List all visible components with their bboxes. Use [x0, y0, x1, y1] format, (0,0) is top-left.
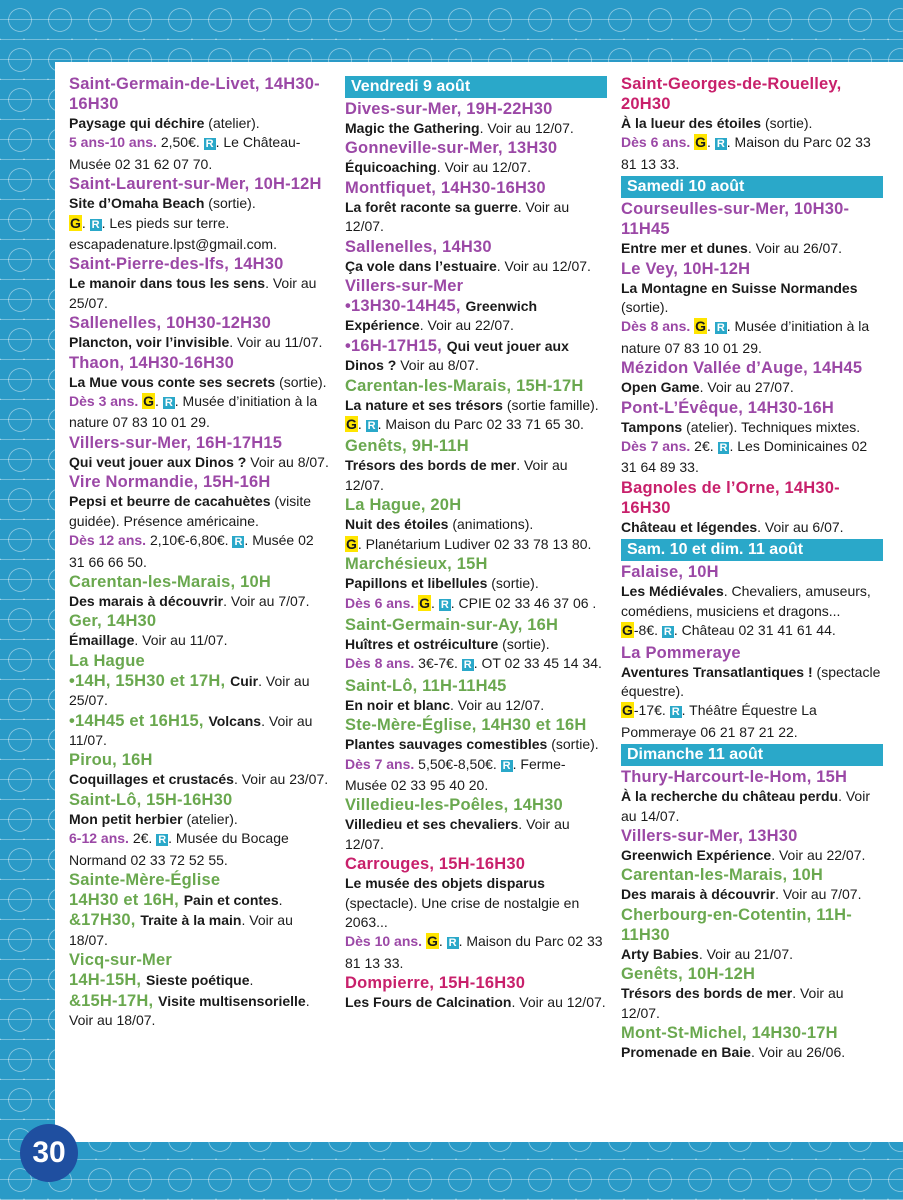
event-place: Bagnoles de l’Orne, 14H30-16H30: [621, 478, 840, 517]
event-place: Saint-Lô, 15H-16H30: [69, 790, 233, 809]
event-place: Sallenelles, 10H30-12H30: [69, 314, 272, 333]
event-title: Ça vole dans l’estuaire: [345, 257, 497, 274]
event-title: Magic the Gathering: [345, 120, 480, 136]
event-title: Trésors des bords de mer: [345, 457, 517, 474]
event-title: Trésors des bords de mer: [621, 985, 793, 1002]
page-number-badge: 30: [20, 1124, 78, 1182]
event-title: Le musée des objets disparus: [345, 875, 545, 892]
event-place: Villers-sur-Mer, 16H-17H15: [69, 433, 283, 452]
r-badge: R: [448, 937, 457, 950]
event-title: Pepsi et beurre de cacahuètes: [69, 493, 271, 510]
g-badge: G: [426, 933, 438, 950]
event-title: Sieste poétique: [146, 972, 250, 989]
event-title: Villedieu et ses chevaliers: [345, 816, 519, 833]
event: La Pommeraye Aventures Transatlantiques ! (spectacle équestre). G-17€. R . Théâtre Équestre La Pommeraye 06 21 87 21 22.: [621, 643, 883, 743]
event: Pirou, 16H Coquillages et crustacés. Voir au 23/07.: [69, 750, 331, 789]
event-place: Pirou, 16H: [69, 751, 153, 770]
event-title: À la recherche du château perdu: [621, 788, 839, 805]
event: Saint-Germain-de-Livet, 14H30-16H30 Paysage qui déchire (atelier). 5 ans-10 ans. 2,50€. R . Le Château-Musée 02 31 62 07 70.: [69, 74, 331, 174]
event: Saint-Georges-de-Rouelley, 20H30 À la lueur des étoiles (sortie). Dès 6 ans. G. R . Maison du Parc 02 33 81 13 33.: [621, 74, 883, 174]
g-badge: G: [622, 702, 633, 719]
event-title: Qui veut jouer aux Dinos ?: [345, 337, 569, 374]
event: Genêts, 10H-12H Trésors des bords de mer. Voir au 12/07.: [621, 964, 883, 1023]
event-place: Vicq-sur-Mer: [69, 951, 172, 970]
event: Saint-Lô, 15H-16H30 Mon petit herbier (atelier). 6-12 ans. 2€. R . Musée du Bocage Normand 02 33 72 52 55.: [69, 790, 331, 870]
event-title: Traite à la main: [140, 912, 242, 929]
event-title: La nature et ses trésors: [345, 396, 503, 413]
r-badge: R: [502, 759, 511, 772]
event-title: Plantes sauvages comestibles: [345, 736, 548, 753]
age-label: Dès 7 ans.: [621, 438, 691, 455]
age-label: Dès 7 ans.: [345, 755, 415, 772]
event: Sallenelles, 14H30 Ça vole dans l’estuaire. Voir au 12/07.: [345, 237, 607, 276]
event: Villers-sur-Mer, 13H30 Greenwich Expérience. Voir au 22/07.: [621, 826, 883, 865]
event-place: Gonneville-sur-Mer, 13H30: [345, 139, 558, 158]
event-time: 14H30 et 16H,: [69, 890, 184, 909]
event-title: Visite multisensorielle: [158, 992, 306, 1009]
day-header: Samedi 10 août: [621, 176, 883, 198]
event: Ger, 14H30 Émaillage. Voir au 11/07.: [69, 611, 331, 650]
event-time: &17H30,: [69, 911, 141, 930]
day-header: Vendredi 9 août: [345, 76, 607, 98]
event-place: Ger, 14H30: [69, 612, 157, 631]
g-badge: G: [622, 622, 633, 639]
event: Carentan-les-Marais, 15H-17H La nature et ses trésors (sortie famille). G. R . Maison du Parc 02 33 71 65 30.: [345, 376, 607, 437]
event: Carrouges, 15H-16H30 Le musée des objets disparus (spectacle). Une crise de nostalgie en 2063... Dès 10 ans. G. R . Maison du Parc 02 33 81 13 33.: [345, 854, 607, 973]
event: La Hague, 20H Nuit des étoiles (animations). G. Planétarium Ludiver 02 33 78 13 80.: [345, 495, 607, 554]
event-place: La Pommeraye: [621, 643, 741, 662]
event: La Hague •14H, 15H30 et 17H, Cuir. Voir au 25/07. •14H45 et 16H15, Volcans. Voir au 11/07.: [69, 651, 331, 751]
event: Villedieu-les-Poêles, 14H30 Villedieu et ses chevaliers. Voir au 12/07.: [345, 795, 607, 854]
event-place: Marchésieux, 15H: [345, 555, 488, 574]
event-place: Courseulles-sur-Mer, 10H30-11H45: [621, 200, 850, 239]
g-badge: G: [346, 535, 357, 552]
event: Saint-Germain-sur-Ay, 16H Huîtres et ostréiculture (sortie). Dès 8 ans. 3€-7€. R . OT 02 33 45 14 34.: [345, 615, 607, 676]
r-badge: R: [205, 138, 214, 151]
column-1: [69, 74, 331, 1030]
event-place: Saint-Germain-sur-Ay, 16H: [345, 615, 559, 634]
age-label: Dès 3 ans.: [69, 393, 139, 410]
event-place: Saint-Lô, 11H-11H45: [345, 676, 507, 695]
r-badge: R: [719, 442, 728, 455]
event-title: Huîtres et ostréiculture: [345, 635, 499, 652]
r-badge: R: [234, 536, 243, 549]
column-2: [345, 74, 607, 1013]
event: Bagnoles de l’Orne, 14H30-16H30 Château et légendes. Voir au 6/07.: [621, 478, 883, 537]
event-title: Coquillages et crustacés: [69, 771, 234, 788]
g-badge: G: [346, 416, 357, 433]
r-badge: R: [663, 626, 672, 639]
event-place: Dives-sur-Mer, 19H-22H30: [345, 100, 553, 118]
event-place: Mont-St-Michel, 14H30-17H: [621, 1023, 838, 1042]
r-badge: R: [158, 834, 167, 847]
column-3: [621, 74, 883, 1062]
event-title: Le manoir dans tous les sens: [69, 275, 266, 292]
age-label: 5 ans-10 ans.: [69, 134, 157, 151]
event-place: Genêts, 10H-12H: [621, 965, 756, 984]
event-place: La Hague, 20H: [345, 496, 462, 515]
day-header: Dimanche 11 août: [621, 744, 883, 766]
r-badge: R: [463, 659, 472, 672]
age-label: Dès 8 ans.: [621, 318, 691, 335]
event-place: Saint-Pierre-des-Ifs, 14H30: [69, 255, 284, 274]
event-place: Thaon, 14H30-16H30: [69, 353, 234, 372]
g-badge: G: [695, 134, 707, 151]
g-badge: G: [419, 594, 431, 611]
event-place: Saint-Georges-de-Rouelley, 20H30: [621, 75, 842, 113]
event-place: Villedieu-les-Poêles, 14H30: [345, 796, 563, 815]
event-title: Des marais à découvrir: [621, 886, 776, 903]
event: Sainte-Mère-Église 14H30 et 16H, Pain et contes. &17H30, Traite à la main. Voir au 18/07.: [69, 870, 331, 950]
g-badge: G: [70, 214, 81, 231]
event: Saint-Lô, 11H-11H45 En noir et blanc. Voir au 12/07.: [345, 676, 607, 715]
event: Villers-sur-Mer, 16H-17H15 Qui veut jouer aux Dinos ? Voir au 8/07.: [69, 433, 331, 472]
event-time: 14H-15H,: [69, 971, 147, 990]
event-title: Paysage qui déchire: [69, 115, 205, 131]
event-title: Volcans: [208, 712, 262, 729]
g-badge: G: [143, 393, 155, 410]
event-place: Thury-Harcourt-le-Hom, 15H: [621, 768, 848, 787]
event-time: •14H45 et 16H15,: [69, 711, 209, 730]
event: Carentan-les-Marais, 10H Des marais à découvrir. Voir au 7/07.: [69, 572, 331, 611]
event-time: &15H-17H,: [69, 991, 159, 1010]
event-title: À la lueur des étoiles: [621, 115, 762, 131]
r-badge: R: [367, 420, 376, 433]
event-title: Greenwich Expérience: [345, 298, 538, 334]
event-title: Pain et contes: [183, 891, 279, 908]
event-title: Nuit des étoiles: [345, 516, 449, 533]
event-title: Plancton, voir l’invisible: [69, 334, 230, 351]
event: Vicq-sur-Mer 14H-15H, Sieste poétique. &15H-17H, Visite multisensorielle. Voir au 18/07.: [69, 950, 331, 1030]
age-label: 6-12 ans.: [69, 830, 129, 847]
event-place: Dompierre, 15H-16H30: [345, 974, 526, 993]
event: Pont-L’Évêque, 14H30-16H Tampons (atelier). Techniques mixtes. Dès 7 ans. 2€. R . Les Dominicaines 02 31 64 89 33.: [621, 398, 883, 478]
event-time: •14H, 15H30 et 17H,: [69, 671, 231, 690]
event-title: Les Fours de Calcination: [345, 994, 512, 1011]
event: Sallenelles, 10H30-12H30 Plancton, voir l’invisible. Voir au 11/07.: [69, 313, 331, 352]
event-title: Aventures Transatlantiques !: [621, 663, 813, 680]
event-title: Tampons: [621, 418, 683, 435]
event: Montfiquet, 14H30-16H30 La forêt raconte sa guerre. Voir au 12/07.: [345, 178, 607, 237]
event-place: Genêts, 9H-11H: [345, 437, 469, 456]
event-title: Papillons et libellules: [345, 575, 488, 592]
event-place: Vire Normandie, 15H-16H: [69, 473, 271, 492]
event-title: La Montagne en Suisse Normandes: [621, 279, 858, 296]
event-title: Mon petit herbier: [69, 810, 183, 827]
event-title: Équicoaching: [345, 159, 437, 176]
event-title: Site d’Omaha Beach: [69, 195, 205, 212]
event: Marchésieux, 15H Papillons et libellules (sortie). Dès 6 ans. G. R . CPIE 02 33 46 37 06 .: [345, 554, 607, 615]
r-badge: R: [716, 138, 725, 151]
event-title: Arty Babies: [621, 945, 699, 962]
event: Thury-Harcourt-le-Hom, 15H À la recherche du château perdu. Voir au 14/07.: [621, 767, 883, 826]
age-label: Dès 6 ans.: [345, 594, 415, 611]
event-title: Des marais à découvrir: [69, 592, 224, 609]
event-place: Falaise, 10H: [621, 563, 719, 582]
event-place: La Hague: [69, 651, 145, 670]
event: Ste-Mère-Église, 14H30 et 16H Plantes sauvages comestibles (sortie). Dès 7 ans. 5,50€-8,50€. R . Ferme-Musée 02 33 95 40 20.: [345, 715, 607, 795]
event-title: Greenwich Expérience: [621, 846, 772, 863]
event-title: Entre mer et dunes: [621, 240, 748, 257]
event-title: Les Médiévales: [621, 583, 724, 600]
g-badge: G: [695, 318, 707, 335]
r-badge: R: [440, 598, 449, 611]
event-place: Villers-sur-Mer, 13H30: [621, 826, 798, 845]
event-title: Cuir: [230, 672, 259, 689]
event: Genêts, 9H-11H Trésors des bords de mer. Voir au 12/07.: [345, 436, 607, 495]
event-place: Carrouges, 15H-16H30: [345, 855, 526, 874]
r-badge: R: [716, 322, 725, 335]
event: Vire Normandie, 15H-16H Pepsi et beurre de cacahuètes (visite guidée). Présence américaine. Dès 12 ans. 2,10€-6,80€. R . Musée 02 31 66 66 50.: [69, 472, 331, 572]
event-place: Cherbourg-en-Cotentin, 11H-11H30: [621, 905, 852, 944]
event-title: La Mue vous conte ses secrets: [69, 373, 276, 390]
event-title: Émaillage: [69, 632, 135, 649]
event-title: Promenade en Baie: [621, 1043, 751, 1060]
event-place: Sallenelles, 14H30: [345, 237, 492, 256]
r-badge: R: [91, 218, 100, 231]
event-place: Saint-Laurent-sur-Mer, 10H-12H: [69, 175, 322, 194]
event-place: Saint-Germain-de-Livet, 14H30-16H30: [69, 75, 320, 113]
event-place: Sainte-Mère-Église: [69, 870, 221, 889]
event-place: Carentan-les-Marais, 15H-17H: [345, 376, 584, 395]
event: Gonneville-sur-Mer, 13H30 Équicoaching. Voir au 12/07.: [345, 138, 607, 177]
event: Dompierre, 15H-16H30 Les Fours de Calcination. Voir au 12/07.: [345, 974, 606, 1011]
day-header: Sam. 10 et dim. 11 août: [621, 539, 883, 561]
event: Thaon, 14H30-16H30 La Mue vous conte ses secrets (sortie). Dès 3 ans. G. R . Musée d’initiation à la nature 07 83 10 01 29.: [69, 353, 331, 433]
event: Mont-St-Michel, 14H30-17H Promenade en Baie. Voir au 26/06.: [621, 1023, 883, 1062]
event: Saint-Pierre-des-Ifs, 14H30 Le manoir dans tous les sens. Voir au 25/07.: [69, 254, 331, 313]
event-title: Open Game: [621, 379, 700, 396]
event: Cherbourg-en-Cotentin, 11H-11H30 Arty Babies. Voir au 21/07.: [621, 905, 883, 964]
event: Falaise, 10H Les Médiévales. Chevaliers, amuseurs, comédiens, musiciens et dragons... G-8€. R . Château 02 31 41 61 44.: [621, 562, 883, 642]
event-time: •16H-17H15,: [345, 336, 447, 355]
event-place: Le Vey, 10H-12H: [621, 259, 751, 278]
event: Dives-sur-Mer, 19H-22H30 Magic the Gathering. Voir au 12/07.: [345, 99, 607, 138]
r-badge: R: [671, 706, 680, 719]
event-place: Carentan-les-Marais, 10H: [69, 572, 271, 591]
event-time: •13H30-14H45,: [345, 297, 466, 316]
event-title: Château et légendes: [621, 518, 758, 535]
event-title: La forêt raconte sa guerre: [345, 198, 518, 215]
event: Mézidon Vallée d’Auge, 14H45 Open Game. Voir au 27/07.: [621, 358, 883, 397]
event-place: Villers-sur-Mer: [345, 277, 464, 296]
event: Villers-sur-Mer •13H30-14H45, Greenwich Expérience. Voir au 22/07. •16H-17H15, Qui veut jouer aux Dinos ? Voir au 8/07.: [345, 276, 607, 376]
event: Le Vey, 10H-12H La Montagne en Suisse Normandes (sortie). Dès 8 ans. G. R . Musée d’initiation à la nature 07 83 10 01 29.: [621, 259, 883, 359]
age-label: Dès 6 ans.: [621, 134, 691, 151]
age-label: Dès 12 ans.: [69, 532, 147, 549]
event-title: Qui veut jouer aux Dinos ?: [69, 453, 247, 470]
event-place: Carentan-les-Marais, 10H: [621, 866, 823, 885]
page-content: [55, 62, 903, 1142]
event: Saint-Laurent-sur-Mer, 10H-12H Site d’Omaha Beach (sortie). G. R . Les pieds sur terre. escapadenature.lpst@gmail.com.: [69, 174, 331, 254]
event: Courseulles-sur-Mer, 10H30-11H45 Entre mer et dunes. Voir au 26/07.: [621, 199, 883, 258]
event-place: Montfiquet, 14H30-16H30: [345, 178, 546, 197]
event-place: Mézidon Vallée d’Auge, 14H45: [621, 359, 863, 378]
r-badge: R: [164, 397, 173, 410]
event-title: En noir et blanc: [345, 696, 451, 713]
age-label: Dès 8 ans.: [345, 655, 415, 672]
age-label: Dès 10 ans.: [345, 933, 423, 950]
event-place: Ste-Mère-Église, 14H30 et 16H: [345, 716, 587, 735]
event-place: Pont-L’Évêque, 14H30-16H: [621, 398, 834, 417]
event: Carentan-les-Marais, 10H Des marais à découvrir. Voir au 7/07.: [621, 865, 883, 904]
